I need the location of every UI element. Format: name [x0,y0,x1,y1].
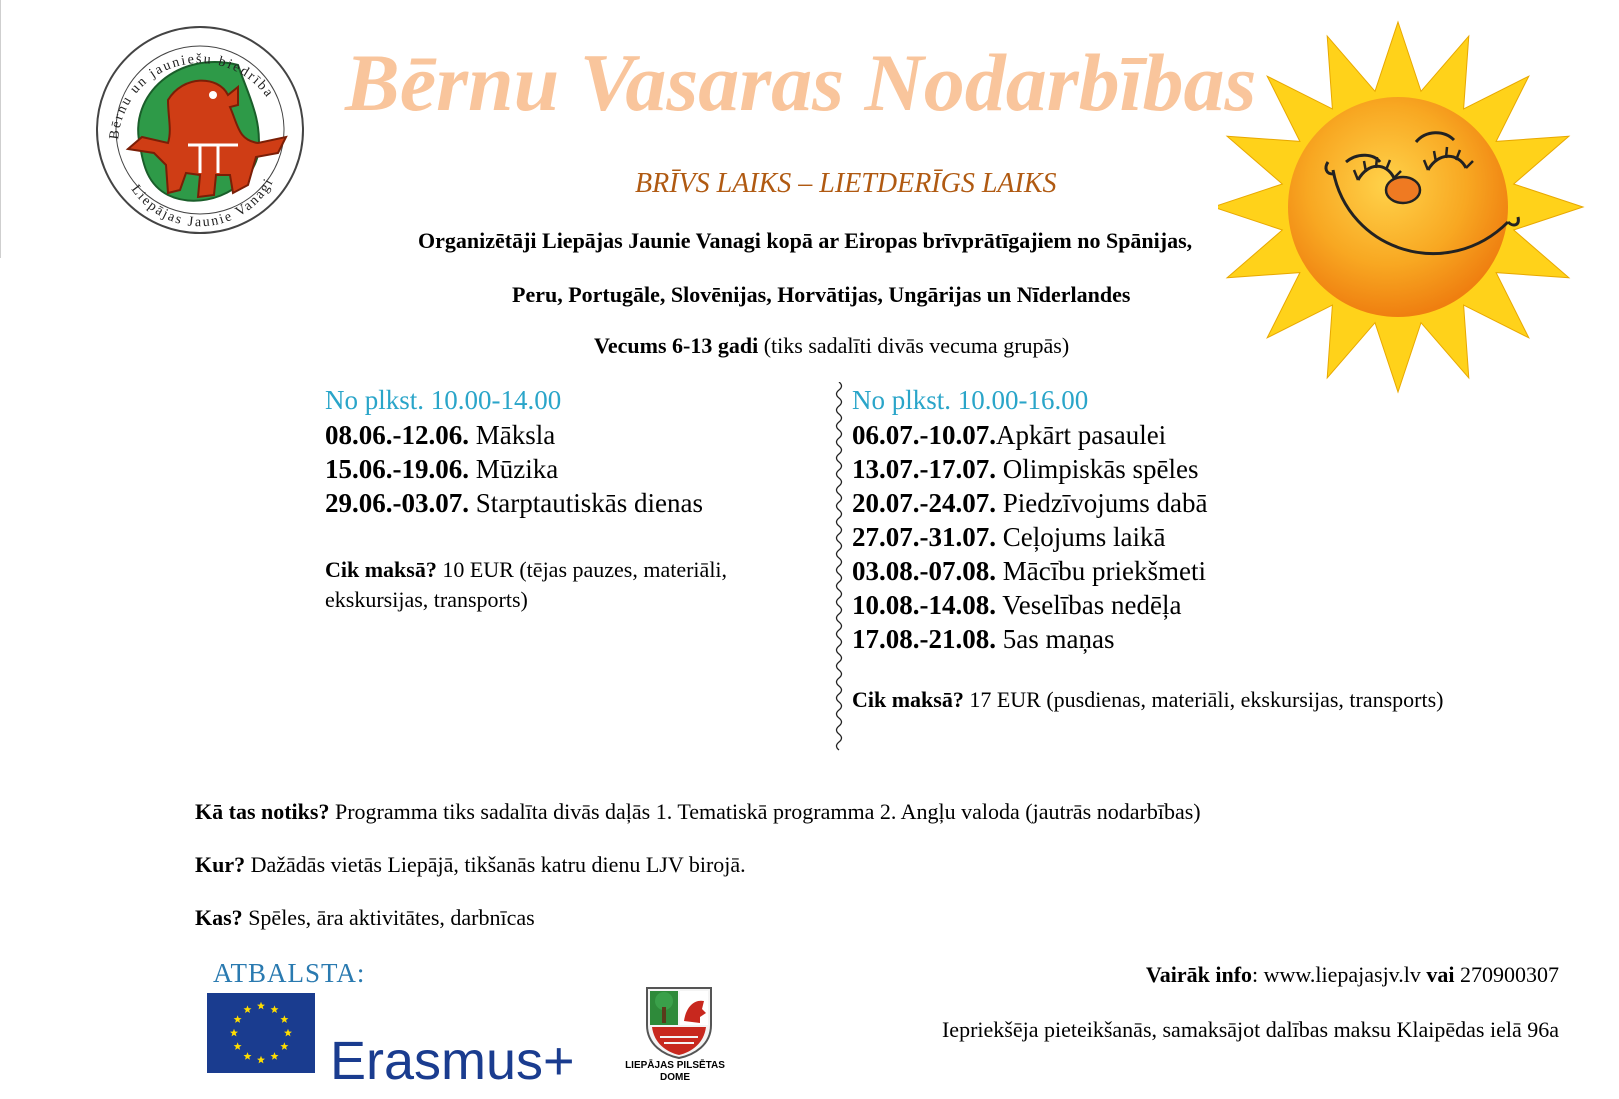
more-info [1146,962,1559,988]
schedule-dates: 20.07.-24.07. [852,488,996,518]
erasmus-logo-text: Erasmus+ [330,1031,575,1091]
schedule-dates: 13.07.-17.07. [852,454,996,484]
schedule-topic: Olimpiskās spēles [996,454,1199,484]
schedule-dates: 15.06.-19.06. [325,454,469,484]
schedule-topic: Starptautiskās dienas [469,488,703,518]
website-link[interactable]: : www.liepajasjv.lv [1252,962,1427,987]
schedule-dates: 17.08.-21.08. [852,624,996,654]
signup-note: Iepriekšēja pieteikšanās, samaksājot dalības maksu Klaipēdas ielā 96a [941,1017,1559,1042]
city-label: LIEPĀJAS PILSĒTAS DOME [625,1060,725,1083]
schedule-topic: Mācību priekšmeti [996,556,1206,586]
list-item [852,486,1207,520]
age-note: (tiks sadalīti divās vecuma grupās) [758,333,1070,358]
schedule-topic: Māksla [469,420,556,450]
column2-price [852,685,1462,715]
more-info-or: vai [1426,962,1455,987]
info-how [195,799,1201,825]
price-label: Cik maksā? [852,687,964,712]
schedule-topic: Mūzika [469,454,559,484]
more-info-label: Vairāk info [1145,962,1253,987]
schedule-dates: 27.07.-31.07. [852,522,996,552]
info-what [195,905,535,931]
list-item [852,554,1207,588]
list-item [325,452,703,486]
eu-flag-icon [207,993,315,1078]
organization-logo-icon [88,25,312,240]
info-how-label: Kā tas notiks? [195,799,330,824]
list-item [852,452,1207,486]
subtitle: BRĪVS LAIKS – LIETDERĪGS LAIKS [635,168,1057,199]
schedule-topic: Apkārt pasaulei [996,420,1167,450]
page-title: Bērnu Vasaras Nodarbības [345,37,1257,128]
price-text: 10 EUR (tējas pauzes, materiāli, ekskursijas, transports) [325,557,728,612]
list-item [852,622,1207,656]
organizers-line-2: Peru, Portugāle, Slovēnijas, Horvātijas, Ungārijas un Nīderlandes [512,282,1131,307]
price-text: 17 EUR (pusdienas, materiāli, ekskursijas, transports) [963,687,1444,712]
column-divider [833,382,845,757]
schedule-dates: 10.08.-14.08. [852,590,996,620]
phone-number: 270900307 [1454,962,1559,987]
list-item [852,418,1207,452]
schedule-topic: 5as maņas [996,624,1115,654]
schedule-dates: 29.06.-03.07. [325,488,469,518]
age-range: Vecums 6-13 gadi [594,333,759,358]
logo-text-bottom: Liepājas Jaunie Vanagi [127,175,278,231]
schedule-topic: Piedzīvojums dabā [996,488,1208,518]
sun-icon [1218,12,1618,402]
schedule-topic: Ceļojums laikā [996,522,1166,552]
info-where [195,852,746,878]
info-how-text: Programma tiks sadalīta divās daļās 1. Tematiskā programma 2. Angļu valoda (jautrās nodarbības) [329,799,1201,824]
info-what-label: Kas? [195,905,243,930]
list-item [325,486,703,520]
column1-price [325,555,815,615]
price-label: Cik maksā? [325,557,437,582]
logo-text-top: Bērnu un jauniešu biedrība [107,52,277,141]
info-where-label: Kur? [195,852,246,877]
column2-time: No plkst. 10.00-16.00 [852,385,1089,415]
column2-schedule [852,418,1207,656]
schedule-topic: Veselības nedēļa [996,590,1182,620]
column1-schedule [325,418,703,520]
schedule-dates: 06.07.-10.07. [852,420,996,450]
schedule-dates: 03.08.-07.08. [852,556,996,586]
column1-time: No plkst. 10.00-14.00 [325,385,562,415]
supported-by-label: ATBALSTA: [213,958,366,988]
list-item [852,520,1207,554]
info-where-text: Dažādās vietās Liepājā, tikšanās katru dienu LJV birojā. [245,852,746,877]
corner-line [0,0,1,258]
info-what-text: Spēles, āra aktivitātes, darbnīcas [242,905,535,930]
list-item [325,418,703,452]
age-info [594,333,1069,359]
organizers-line-1: Organizētāji Liepājas Jaunie Vanagi kopā ar Eiropas brīvprātīgajiem no Spānijas, [418,228,1193,253]
city-crest-icon [644,985,714,1065]
list-item [852,588,1207,622]
schedule-dates: 08.06.-12.06. [325,420,469,450]
